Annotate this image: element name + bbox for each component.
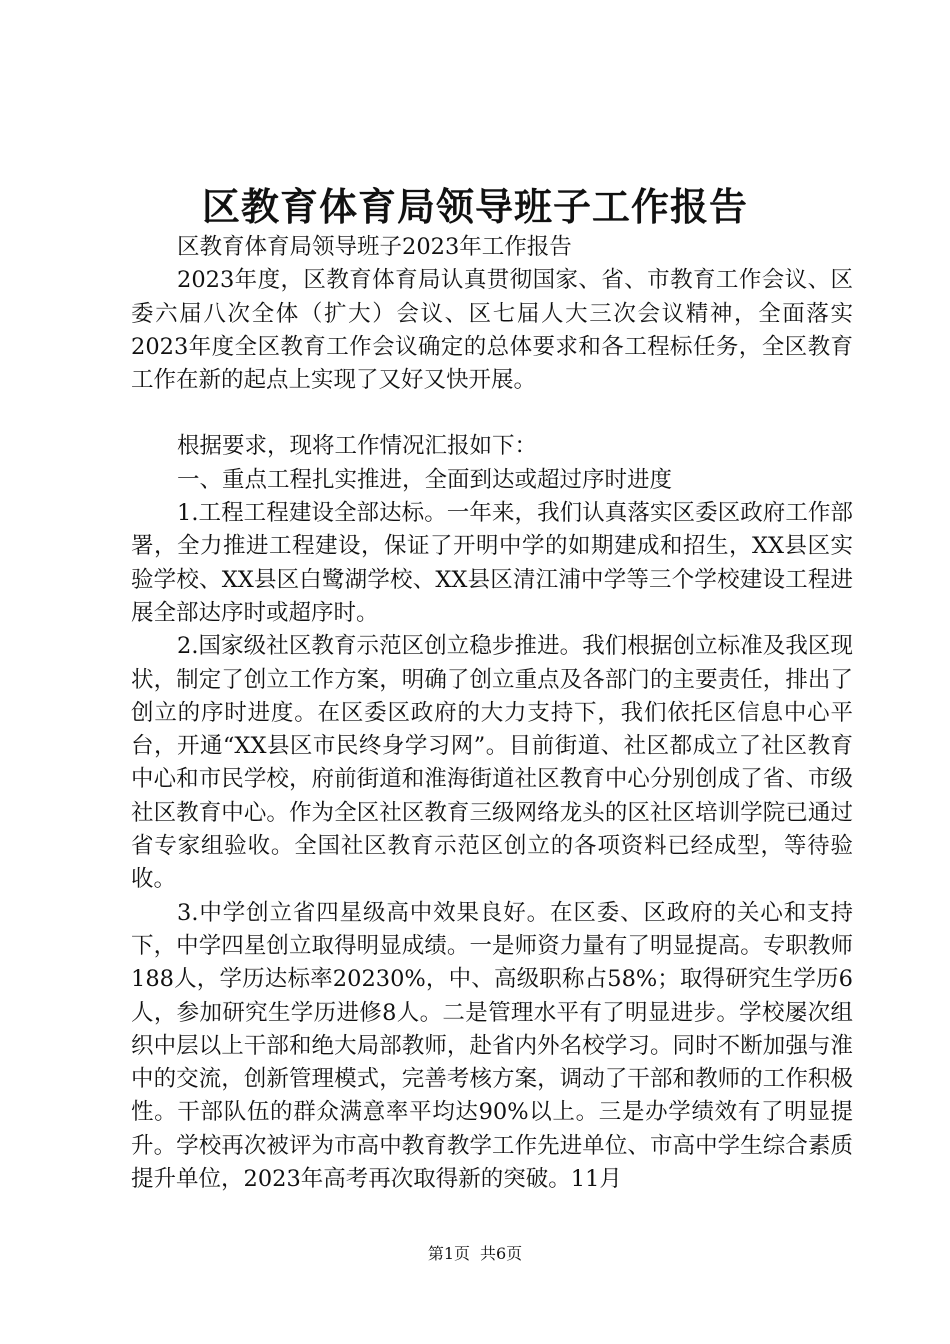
item-1-paragraph: 1.工程工程建设全部达标。一年来，我们认真落实区委区政府工作部署，全力推进工程建设，保证了开明中学的如期建成和招生，XX县区实验学校、XX县区白鹭湖学校、XX县区清江浦中学等三个学校建设工程进展全部达序时或超序时。 xyxy=(131,500,853,626)
section-heading: 一、重点工程扎实推进，全面到达或超过序时进度 xyxy=(177,466,673,493)
page-total: 共6页 xyxy=(480,1244,523,1263)
document-title: 区教育体育局领导班子工作报告 xyxy=(201,184,748,229)
item-2-paragraph: 2.国家级社区教育示范区创立稳步推进。我们根据创立标准及我区现状，制定了创立工作方案，明确了创立重点及各部门的主要责任，排出了创立的序时进度。在区委区政府的大力支持下，我们依托区信息中心平台，开通“XX县区市民终身学习网”。目前街道、社区都成立了社区教育中心和市民学校，府前街道和淮海街道社区教育中心分别创成了省、市级社区教育中心。作为全区社区教育三级网络龙头的区社区培训学院已通过省专家组验收。全国社区教育示范区创立的各项资料已经成型，等待验收。 xyxy=(131,633,853,893)
page-number: 第1页 xyxy=(427,1244,470,1263)
document-body xyxy=(131,231,853,1196)
item-3-paragraph: 3.中学创立省四星级高中效果良好。在区委、区政府的关心和支持下，中学四星创立取得明显成绩。一是师资力量有了明显提高。专职教师188人，学历达标率20230%，中、高级职称占58%；取得研究生学历6人，参加研究生学历进修8人。二是管理水平有了明显进步。学校屡次组织中层以上干部和绝大局部教师，赴省内外名校学习。同时不断加强与淮中的交流，创新管理模式，完善考核方案，调动了干部和教师的工作积极性。干部队伍的群众满意率平均达90%以上。三是办学绩效有了明显提升。学校再次被评为市高中教育教学工作先进单位、市高中学生综合素质提升单位，2023年高考再次取得新的突破。11月 xyxy=(131,899,853,1193)
page-footer xyxy=(0,1243,950,1265)
subtitle-paragraph: 区教育体育局领导班子2023年工作报告 xyxy=(177,234,572,260)
intro-paragraph: 2023年度，区教育体育局认真贯彻国家、省、市教育工作会议、区委六届八次全体（扩大）会议、区七届人大三次会议精神，全面落实2023年度全区教育工作会议确定的总体要求和各工程标任务，全区教育工作在新的起点上实现了又好又快开展。 xyxy=(131,267,853,394)
report-lead-paragraph: 根据要求，现将工作情况汇报如下： xyxy=(177,433,538,460)
